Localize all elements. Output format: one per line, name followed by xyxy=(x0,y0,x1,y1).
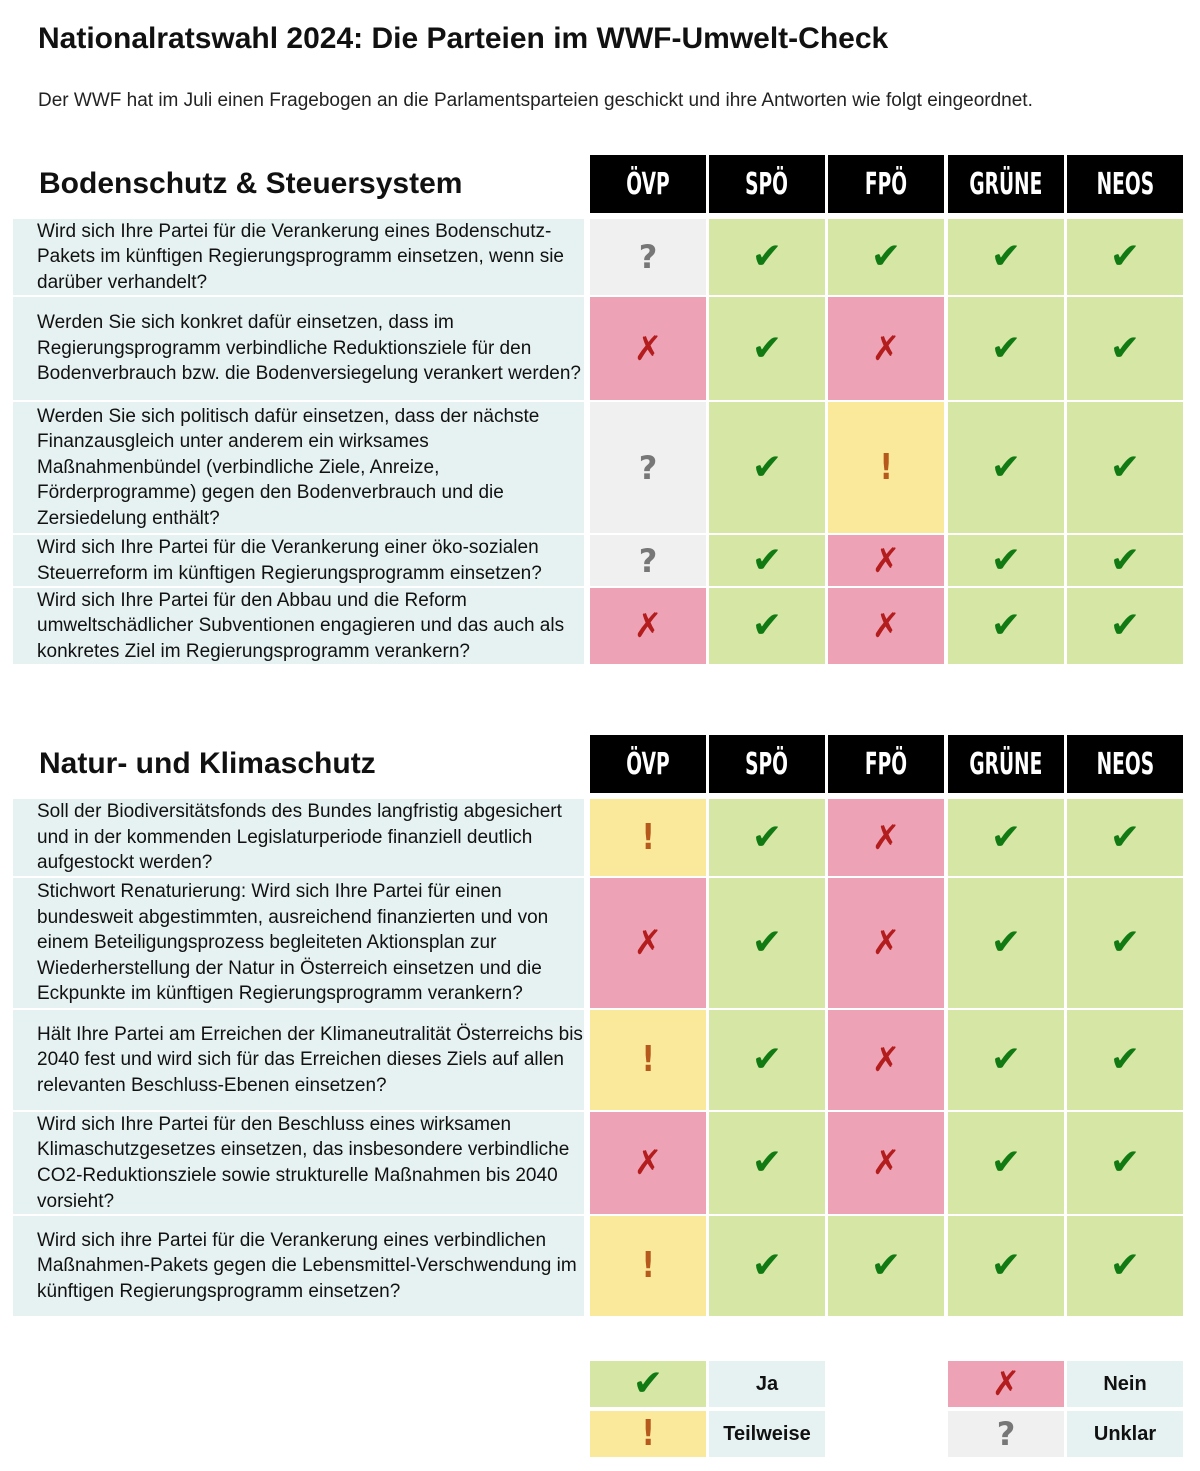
answer-cell xyxy=(709,219,825,295)
legend-no-swatch xyxy=(948,1361,1064,1407)
answer-cell xyxy=(709,878,825,1008)
party-header xyxy=(709,155,825,213)
answer-cell xyxy=(1067,219,1183,295)
party-header xyxy=(590,735,706,793)
check-icon: ✔ xyxy=(990,327,1022,369)
party-name: FPÖ xyxy=(864,746,908,782)
answer-cell xyxy=(1067,297,1183,400)
answer-cell xyxy=(1067,799,1183,876)
party-name: GRÜNE xyxy=(969,746,1043,782)
answer-cell xyxy=(709,588,825,664)
check-icon: ✔ xyxy=(751,816,783,858)
answer-cell xyxy=(590,1010,706,1110)
party-name: NEOS xyxy=(1096,746,1154,782)
party-header xyxy=(828,735,944,793)
legend-yes-swatch xyxy=(590,1361,706,1407)
check-icon: ✔ xyxy=(751,1245,783,1286)
party-name: ÖVP xyxy=(626,746,670,782)
check-icon: ✔ xyxy=(751,539,783,581)
section-title: Natur- und Klimaschutz xyxy=(39,747,376,780)
check-icon: ✔ xyxy=(1109,1142,1141,1183)
table-row xyxy=(13,588,1185,664)
check-icon: ✔ xyxy=(1109,1039,1141,1080)
answer-cell xyxy=(1067,878,1183,1008)
answer-cell xyxy=(948,1010,1064,1110)
answer-cell xyxy=(828,1112,944,1214)
answer-cell xyxy=(590,1216,706,1316)
answer-cell xyxy=(1067,535,1183,586)
party-header xyxy=(948,735,1064,793)
party-header xyxy=(828,155,944,213)
party-header xyxy=(709,735,825,793)
question-text: Wird sich Ihre Partei für den Beschluss eines wirksamen Klimaschutzgesetzes einsetzen, das insbesondere verbindliche CO2-Reduktionsziele sowie strukturelle Maßnahmen bis 2040 vorsieht? xyxy=(13,1112,584,1214)
page-subtitle: Der WWF hat im Juli einen Fragebogen an die Parlamentsparteien geschickt und ihre Antworten wie folgt eingeordnet. xyxy=(38,90,1033,111)
check-icon: ✔ xyxy=(990,922,1022,963)
party-name: NEOS xyxy=(1096,166,1154,202)
party-name: GRÜNE xyxy=(969,166,1043,202)
question-text: Wird sich Ihre Partei für die Verankerung einer öko-sozialen Steuerreform im künftigen Regierungsprogramm einsetzen? xyxy=(13,535,584,586)
answer-cell xyxy=(590,1112,706,1214)
answer-cell xyxy=(709,1010,825,1110)
party-name: SPÖ xyxy=(745,166,789,202)
answer-cell xyxy=(709,1112,825,1214)
exclamation-icon: ! xyxy=(879,446,893,488)
question-text: Wird sich Ihre Partei für den Abbau und die Reform umweltschädlicher Subventionen engagieren und das auch als konkretes Ziel im Regierungsprogramm verankern? xyxy=(13,588,584,664)
check-icon: ✔ xyxy=(1109,1245,1141,1286)
answer-cell xyxy=(948,878,1064,1008)
exclamation-icon: ! xyxy=(641,816,655,858)
answer-cell xyxy=(709,535,825,586)
cross-icon: ✗ xyxy=(633,923,663,963)
check-icon: ✔ xyxy=(990,605,1022,646)
cross-icon: ✗ xyxy=(633,328,663,369)
table-row xyxy=(13,402,1185,533)
cross-icon: ✗ xyxy=(991,1364,1021,1404)
question-icon: ? xyxy=(996,1415,1016,1453)
check-icon: ✔ xyxy=(990,1039,1022,1080)
question-icon: ? xyxy=(638,448,658,487)
exclamation-icon: ! xyxy=(641,1039,655,1080)
answer-cell xyxy=(948,1216,1064,1316)
answer-cell xyxy=(828,799,944,876)
check-icon: ✔ xyxy=(751,236,783,277)
table-row xyxy=(13,297,1185,400)
check-icon: ✔ xyxy=(751,922,783,963)
cross-icon: ✗ xyxy=(871,540,901,581)
cross-icon: ✗ xyxy=(871,923,901,963)
answer-cell xyxy=(828,297,944,400)
answer-cell xyxy=(709,1216,825,1316)
answer-cell xyxy=(948,219,1064,295)
answer-cell xyxy=(828,588,944,664)
cross-icon: ✗ xyxy=(871,606,901,646)
answer-cell xyxy=(1067,1216,1183,1316)
answer-cell xyxy=(948,402,1064,533)
answer-cell xyxy=(590,402,706,533)
party-name: FPÖ xyxy=(864,166,908,202)
exclamation-icon: ! xyxy=(641,1245,655,1286)
check-icon: ✔ xyxy=(751,327,783,369)
party-header xyxy=(1067,735,1183,793)
check-icon: ✔ xyxy=(990,539,1022,581)
answer-cell xyxy=(948,1112,1064,1214)
answer-cell xyxy=(828,878,944,1008)
table-row xyxy=(13,1112,1185,1214)
question-text: Werden Sie sich politisch dafür einsetzen, dass der nächste Finanzausgleich unter anderem ein wirksames Maßnahmenbündel (verbindliche Ziele, Anreize, Förderprogramme) gegen den Bodenverbrauch und die Zersiedelung enthält? xyxy=(13,402,584,533)
question-icon: ? xyxy=(638,238,658,276)
check-icon: ✔ xyxy=(990,816,1022,858)
table-row xyxy=(13,1010,1185,1110)
party-name: ÖVP xyxy=(626,166,670,202)
question-text: Wird sich ihre Partei für die Verankerung eines verbindlichen Maßnahmen-Pakets gegen die Lebensmittel-Verschwendung im künftigen Regierungsprogramm einsetzen? xyxy=(13,1216,584,1316)
answer-cell xyxy=(590,535,706,586)
question-icon: ? xyxy=(638,541,658,580)
question-text: Werden Sie sich konkret dafür einsetzen, dass im Regierungsprogramm verbindliche Reduktionsziele für den Bodenverbrauch bzw. die Bodenversiegelung verankert werden? xyxy=(13,297,584,400)
answer-cell xyxy=(828,402,944,533)
legend-no-label: Nein xyxy=(1067,1361,1183,1407)
check-icon: ✔ xyxy=(632,1363,664,1404)
answer-cell xyxy=(1067,588,1183,664)
check-icon: ✔ xyxy=(1109,236,1141,277)
table-row xyxy=(13,799,1185,876)
answer-cell xyxy=(709,799,825,876)
cross-icon: ✗ xyxy=(633,606,663,646)
check-icon: ✔ xyxy=(751,605,783,646)
answer-cell xyxy=(828,1216,944,1316)
check-icon: ✔ xyxy=(1109,327,1141,369)
answer-cell xyxy=(709,402,825,533)
check-icon: ✔ xyxy=(751,446,783,488)
answer-cell xyxy=(948,588,1064,664)
check-icon: ✔ xyxy=(870,1245,902,1286)
answer-cell xyxy=(1067,402,1183,533)
check-icon: ✔ xyxy=(1109,446,1141,488)
cross-icon: ✗ xyxy=(871,1040,901,1080)
party-header xyxy=(948,155,1064,213)
cross-icon: ✗ xyxy=(633,1143,663,1183)
legend-unclear-label: Unklar xyxy=(1067,1411,1183,1457)
exclamation-icon: ! xyxy=(641,1413,655,1454)
check-icon: ✔ xyxy=(1109,816,1141,858)
answer-cell xyxy=(590,297,706,400)
answer-cell xyxy=(590,219,706,295)
answer-cell xyxy=(1067,1112,1183,1214)
answer-cell xyxy=(948,297,1064,400)
check-icon: ✔ xyxy=(751,1039,783,1080)
answer-cell xyxy=(709,297,825,400)
party-name: SPÖ xyxy=(745,746,789,782)
answer-cell xyxy=(828,535,944,586)
legend-partial-label: Teilweise xyxy=(709,1411,825,1457)
answer-cell xyxy=(828,1010,944,1110)
check-icon: ✔ xyxy=(1109,605,1141,646)
table-row xyxy=(13,1216,1185,1316)
answer-cell xyxy=(590,878,706,1008)
answer-cell xyxy=(948,799,1064,876)
table-row xyxy=(13,219,1185,295)
question-text: Soll der Biodiversitätsfonds des Bundes langfristig abgesichert und in der kommenden Legislaturperiode finanziell deutlich aufgestockt werden? xyxy=(13,799,584,876)
check-icon: ✔ xyxy=(990,446,1022,488)
check-icon: ✔ xyxy=(751,1142,783,1183)
check-icon: ✔ xyxy=(1109,922,1141,963)
party-header xyxy=(590,155,706,213)
party-header xyxy=(1067,155,1183,213)
cross-icon: ✗ xyxy=(871,328,901,369)
check-icon: ✔ xyxy=(870,236,902,277)
check-icon: ✔ xyxy=(990,1245,1022,1286)
check-icon: ✔ xyxy=(990,236,1022,277)
section-title: Bodenschutz & Steuersystem xyxy=(39,167,463,200)
legend-unclear-swatch xyxy=(948,1411,1064,1457)
legend-yes-label: Ja xyxy=(709,1361,825,1407)
cross-icon: ✗ xyxy=(871,1143,901,1183)
check-icon: ✔ xyxy=(990,1142,1022,1183)
answer-cell xyxy=(590,588,706,664)
answer-cell xyxy=(828,219,944,295)
answer-cell xyxy=(590,799,706,876)
legend-partial-swatch xyxy=(590,1411,706,1457)
answer-cell xyxy=(948,535,1064,586)
question-text: Hält Ihre Partei am Erreichen der Klimaneutralität Österreichs bis 2040 fest und wird sich für das Erreichen dieses Ziels auf allen relevanten Beschluss-Ebenen einsetzen? xyxy=(13,1010,584,1110)
check-icon: ✔ xyxy=(1109,539,1141,581)
table-row xyxy=(13,535,1185,586)
question-text: Stichwort Renaturierung: Wird sich Ihre Partei für einen bundesweit abgestimmten, ausreichend finanzierten und von einem Beteiligungsprozess begleiteten Aktionsplan zur Wiederherstellung der Natur in Österreich einsetzen und die Eckpunkte im künftigen Regierungsprogramm verankern? xyxy=(13,878,584,1008)
question-text: Wird sich Ihre Partei für die Verankerung eines Bodenschutz-Pakets im künftigen Regierungsprogramm einsetzen, wenn sie darüber verhandelt? xyxy=(13,219,584,295)
cross-icon: ✗ xyxy=(871,817,901,858)
answer-cell xyxy=(1067,1010,1183,1110)
table-row xyxy=(13,878,1185,1008)
page-title: Nationalratswahl 2024: Die Parteien im WWF-Umwelt-Check xyxy=(38,22,889,55)
